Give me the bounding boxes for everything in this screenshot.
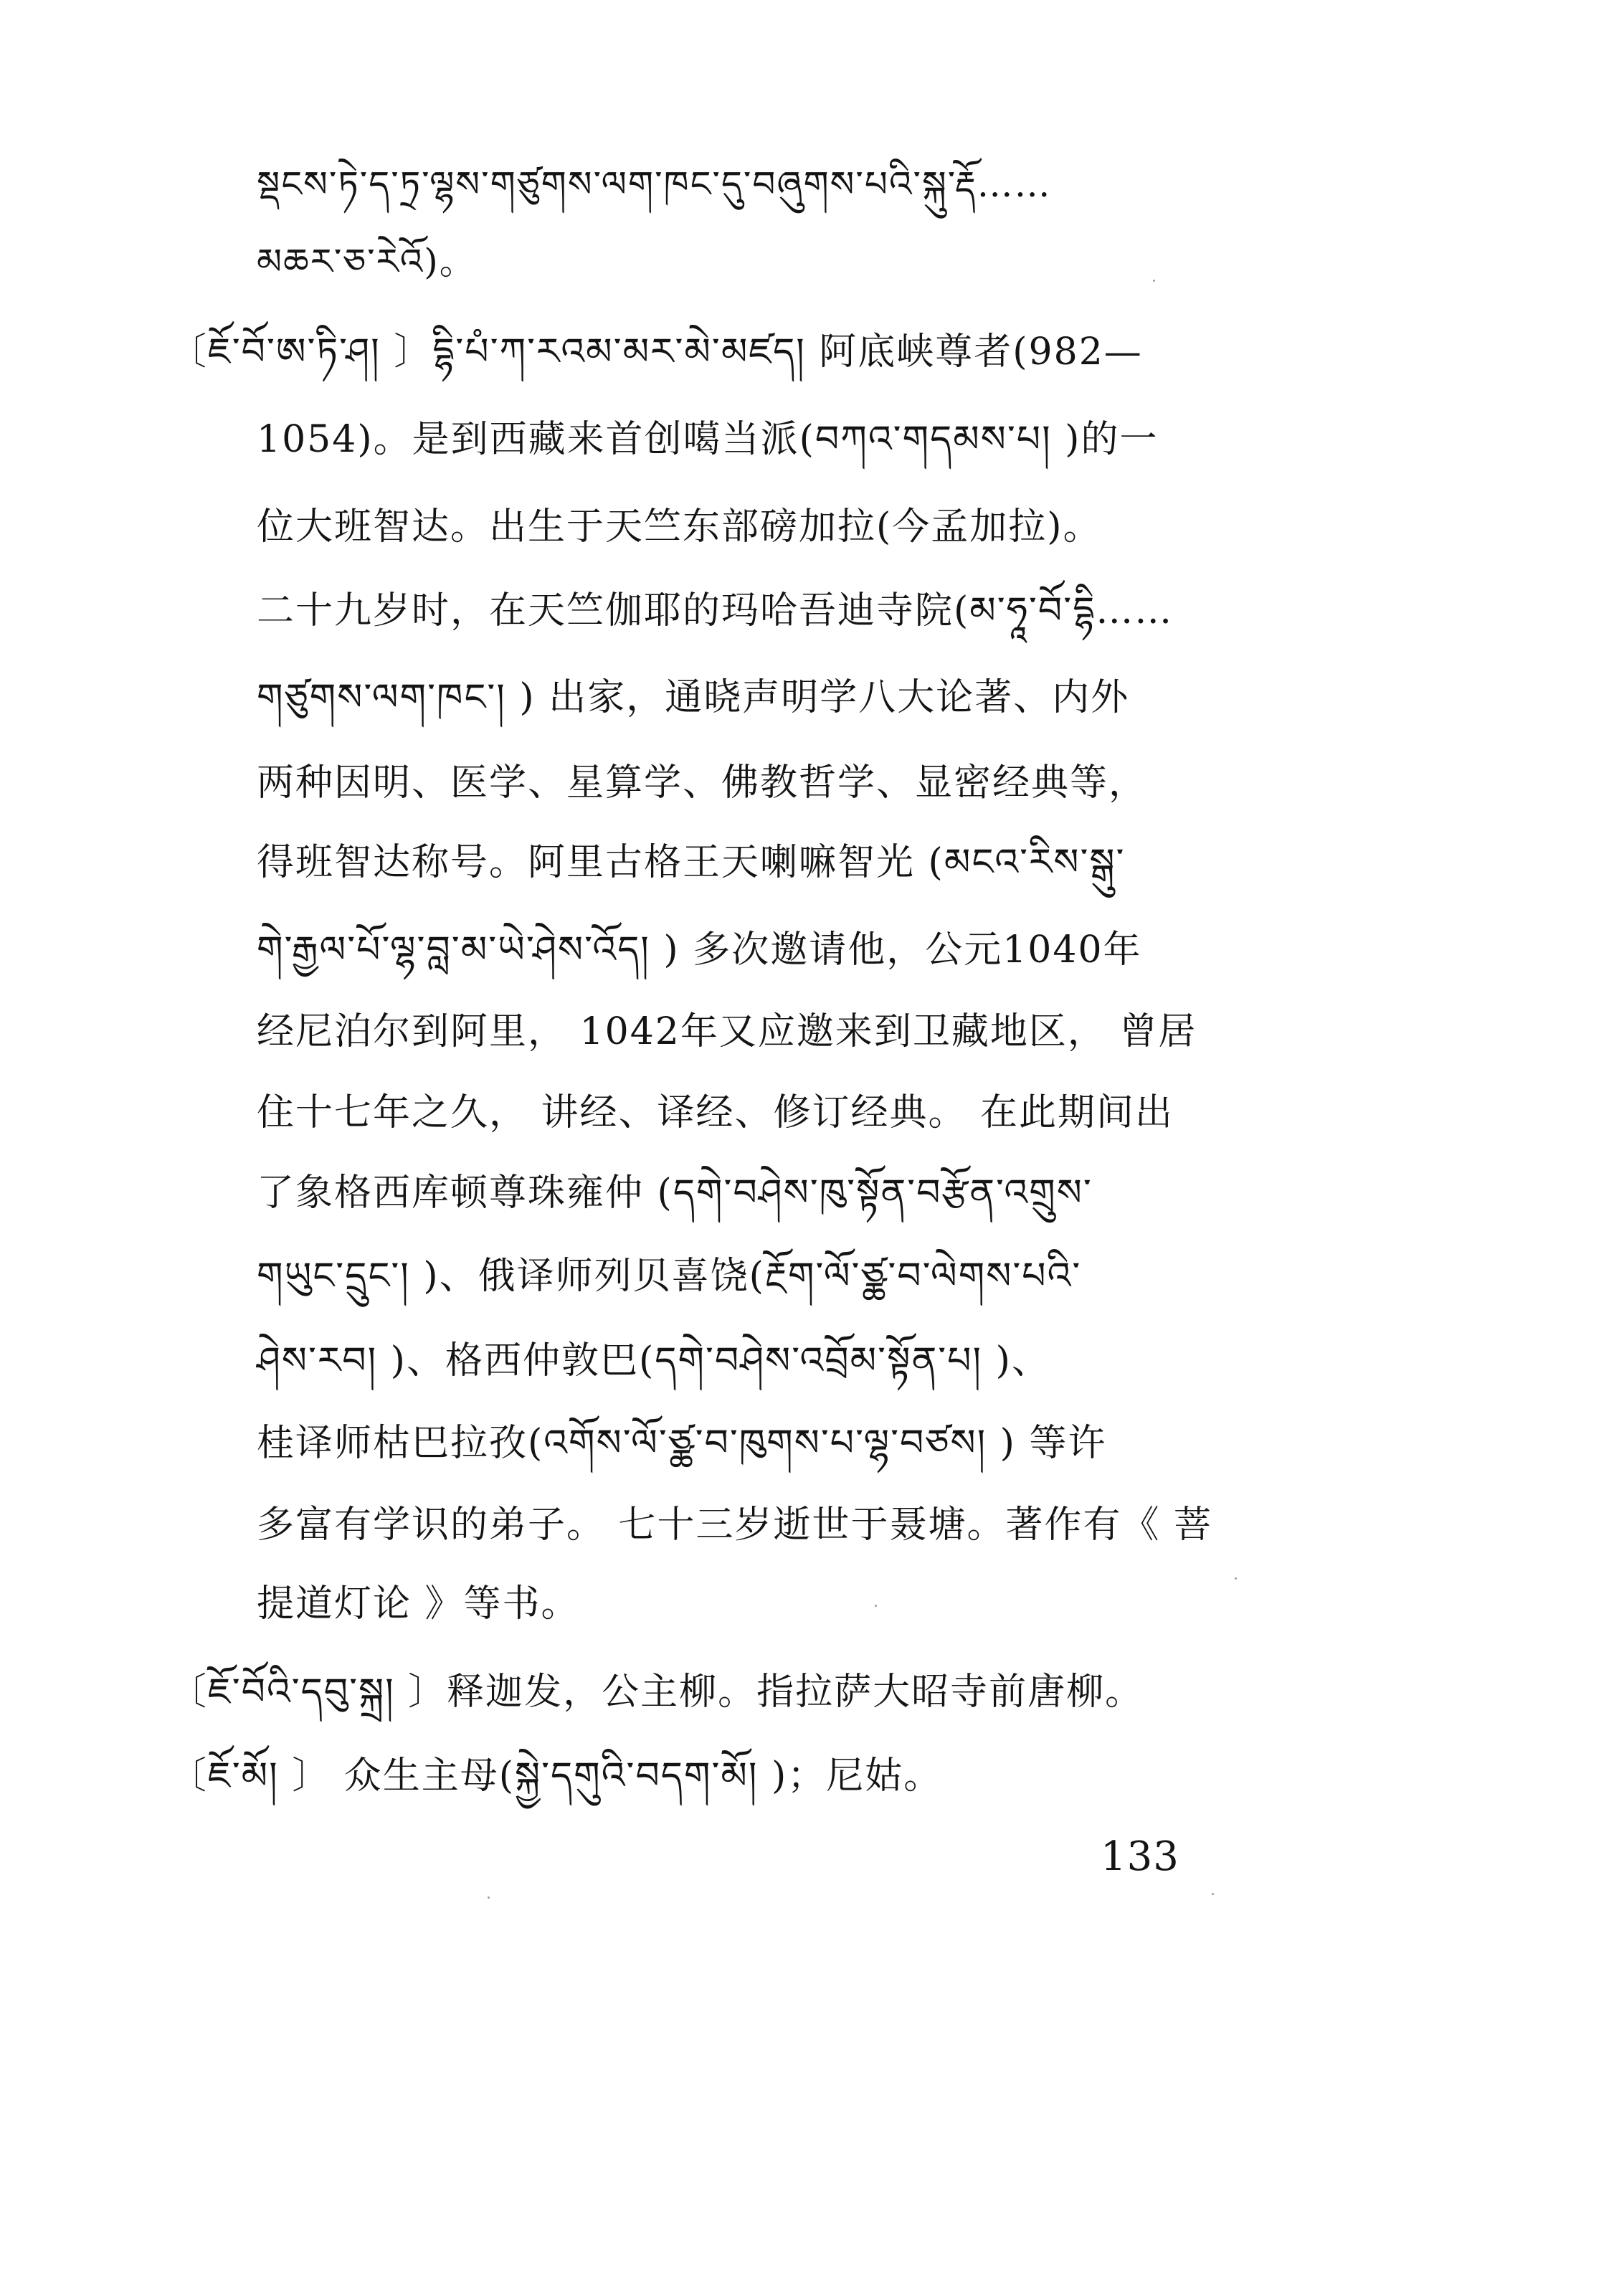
entry-2-line-7: 得班智达称号。阿里古格王天喇嘛智光 (མངའ་རིས་སྒུ་ — [257, 841, 1126, 884]
entry-2-line-4: 二十九岁时，在天竺伽耶的玛哈吾迪寺院(མ་ཧཱ་བོ་དྷི…… — [257, 589, 1174, 632]
entry-2-line-5: གཙུགས་ལག་ཁང་། ) 出家，通晓声明学八大论著、内外 — [257, 676, 1130, 719]
entry-1-line-1: སྡངས་ཏེ་ད་ཏྲ་ལྷས་གཙུགས་ལག་ཁང་དུ་བཞུགས་པའི་སྐུ་རྡོ…… — [257, 163, 1052, 205]
entry-2-line-15: 多富有学识的弟子。 七十三岁逝世于聂塘。著作有《 菩 — [257, 1504, 1213, 1547]
entry-2-line-13: ཤེས་རབ། )、格西仲敦巴(དགེ་བཤེས་འབྲོམ་སྟོན་པ། )、 — [257, 1339, 1050, 1382]
entry-2-line-6: 两种因明、医学、星算学、佛教哲学、显密经典等， — [257, 761, 1148, 804]
entry-2-line-8: གེ་རྒྱལ་པོ་ལྷ་བླ་མ་ཡེ་ཤེས་འོད། ) 多次邀请他，公元1040年 — [257, 929, 1142, 972]
entry-2-line-2: 1054)。是到西藏来首创噶当派(བཀའ་གདམས་པ། )的一 — [257, 418, 1159, 461]
entry-2-line-10: 住十七年之久， 讲经、译经、修订经典。 在此期间出 — [257, 1091, 1174, 1134]
entry-2-line-3: 位大班智达。出生于天竺东部磅加拉(今孟加拉)。 — [257, 505, 1102, 549]
entry-3-headword-line: 〔ཇོ་བོའི་དབུ་སྐྲ། 〕释迦发，公主柳。指拉萨大昭寺前唐柳。 — [169, 1671, 1144, 1714]
scan-speck — [1212, 1893, 1214, 1895]
entry-1-line-2: མཆར་ཅ་རེའོ)。 — [257, 241, 477, 283]
scan-speck — [1153, 280, 1155, 282]
entry-4-headword-line: 〔ཇོ་མོ། 〕 众生主母(སྐྱེ་དགུའི་བདག་མོ། )；尼姑。 — [169, 1755, 943, 1798]
entry-2-line-12: གཡུང་དྲུང་། )、俄译师列贝喜饶(རྔོག་ལོ་ཙྪ་བ་ལེགས་པའི་ — [257, 1255, 1082, 1298]
entry-2-line-9: 经尼泊尔到阿里， 1042年又应邀来到卫藏地区， 曾居 — [257, 1010, 1197, 1053]
scan-speck — [1235, 1577, 1237, 1580]
entry-2-line-14: 桂译师枯巴拉孜(འགོས་ལོ་ཙྪ་བ་ཁུགས་པ་ལྷ་བཙས། ) 等许 — [257, 1422, 1107, 1465]
entry-2-headword-line: 〔ཇོ་བོ་ཨ་ཏི་ཤ། 〕དྷི་པཾ་ཀ་རའམ་མར་མེ་མཛད། 阿底峡尊者(982— — [169, 331, 1143, 374]
entry-2-line-11: 了象格西库顿尊珠雍仲 (དགེ་བཤེས་ཁུ་སྟོན་བརྩོན་འགྲུས་ — [257, 1172, 1093, 1215]
scan-speck — [875, 1605, 877, 1607]
page-number: 133 — [1101, 1833, 1179, 1880]
entry-2-line-16: 提道灯论 》等书。 — [257, 1582, 580, 1625]
scan-speck — [488, 1896, 490, 1899]
